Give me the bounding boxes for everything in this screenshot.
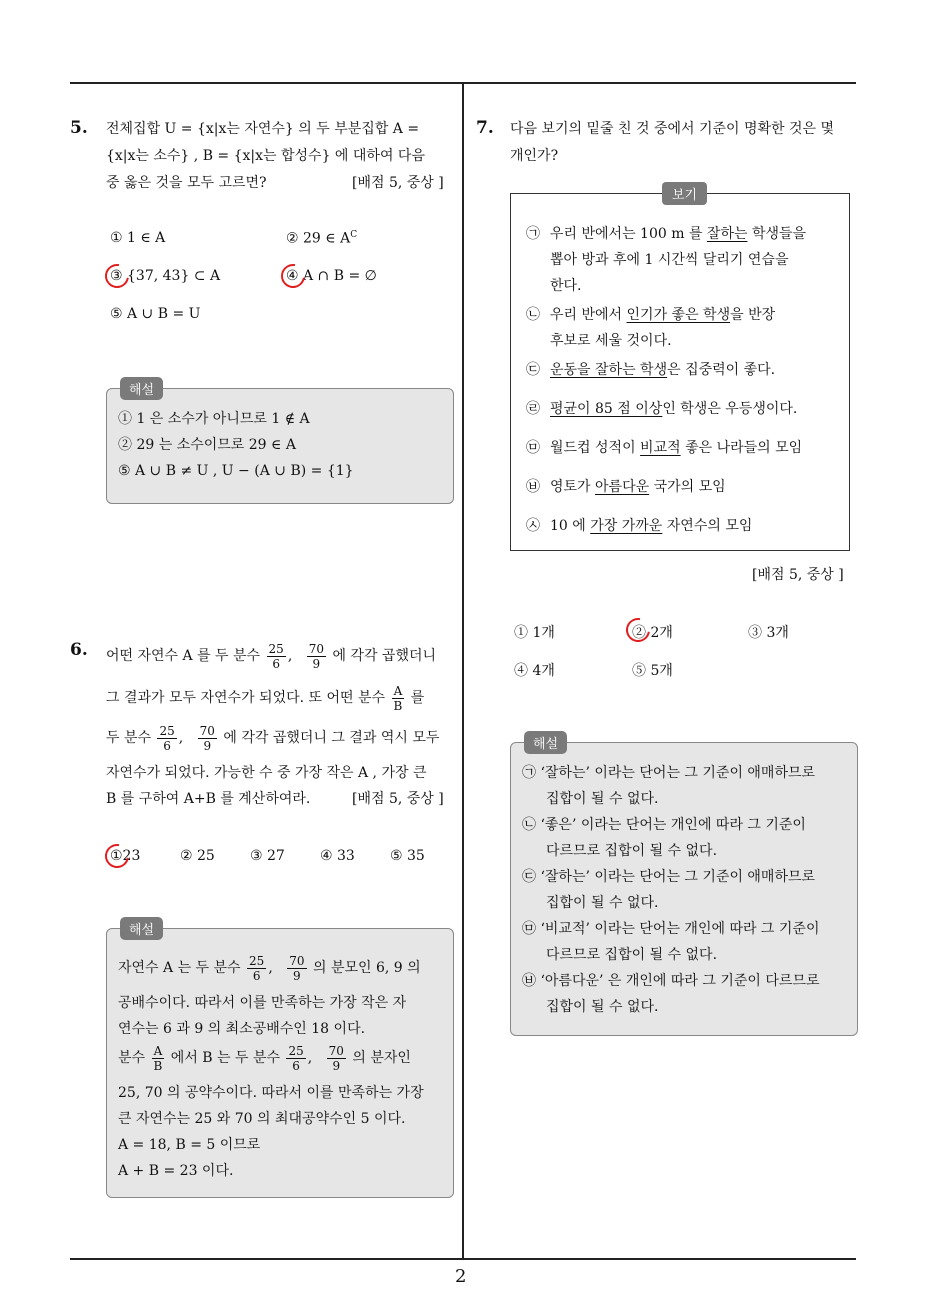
example-item-line [526, 361, 775, 379]
item-text: 좋은 나라들의 모임 [680, 440, 803, 456]
question-text: 개인가? [510, 148, 559, 164]
item-marker: ㉥ [526, 479, 540, 495]
example-tag: 보기 [662, 182, 707, 205]
answer-option[interactable]: ⑤ 35 [390, 848, 425, 864]
answer-option[interactable]: ③ {37, 43} ⊂ A [110, 268, 221, 284]
fraction: $\frac{70}{9}$ [199, 723, 215, 753]
example-item-line [526, 277, 582, 295]
item-marker: ㉠ [526, 226, 540, 242]
example-item-line [526, 306, 775, 324]
item-text: 학생들을 [747, 226, 807, 242]
column-divider [462, 83, 464, 1259]
item-marker: ㉤ [526, 440, 540, 456]
answer-option[interactable]: ④ 33 [320, 848, 355, 864]
underlined-phrase: 아름다운 [595, 479, 650, 495]
underlined-phrase: 평균이 85 점 이상 [550, 401, 663, 417]
answer-option[interactable]: ② 29 ∈ $A^C$ [286, 230, 358, 247]
solution-text: 다르므로 집합이 될 수 없다. [546, 843, 718, 859]
solution-text: 분수 $\frac{A}{B}$ 에서 B 는 두 분수 $\frac{25}{6}$ , $\frac{70}{9}$ 의 분자인 [118, 1043, 411, 1073]
answer-option[interactable]: ② 25 [180, 848, 215, 864]
item-text: 10 에 [550, 518, 591, 534]
solution-text: 큰 자연수는 25 와 70 의 최대공약수인 5 이다. [118, 1111, 406, 1127]
question-text: 전체집합 U = {x|x는 자연수} 의 두 부분집합 A = [106, 121, 420, 137]
solution-text: ㉢ ‘잘하는’ 이라는 단어는 그 기준이 애매하므로 [522, 869, 816, 885]
item-text: 을 반장 [730, 307, 776, 323]
question-number: 6. [70, 640, 88, 660]
item-marker: ㉣ [526, 401, 540, 417]
page-number: 2 [455, 1266, 467, 1287]
item-marker: ㉢ [526, 362, 540, 378]
fraction: $\frac{70}{9}$ [328, 1043, 344, 1073]
fraction: $\frac{70}{9}$ [308, 641, 324, 671]
selected-answer-mark [276, 259, 309, 292]
answer-option[interactable]: ③ 3개 [748, 625, 789, 641]
solution-text: ㉥ ‘아름다운’ 은 개인에 따라 그 기준이 다르므로 [522, 973, 820, 989]
underlined-phrase: 잘하는 [706, 226, 748, 242]
solution-text: ① 1 은 소수가 아니므로 1 ∉ A [118, 411, 310, 427]
fraction: $\frac{25}{6}$ [249, 953, 265, 983]
example-item-line [526, 332, 672, 350]
solution-tag: 해설 [120, 377, 163, 400]
item-text: 뽑아 방과 후에 1 시간씩 달리기 연습을 [550, 252, 789, 268]
item-text: 한다. [550, 278, 582, 294]
underlined-phrase: 인기가 좋은 학생 [626, 307, 731, 323]
example-item-line [526, 478, 726, 496]
solution-text: 자연수 A 는 두 분수 $\frac{25}{6}$ , $\frac{70}{9}$ 의 분모인 6, 9 의 [118, 953, 421, 983]
underlined-phrase: 비교적 [640, 440, 681, 456]
solution-tag: 해설 [524, 731, 567, 754]
solution-text: A = 18, B = 5 이므로 [118, 1137, 261, 1153]
item-text: 영토가 [550, 479, 596, 495]
answer-option[interactable]: ⑤ 5개 [632, 663, 673, 679]
answer-option[interactable]: ①23 [110, 848, 141, 864]
item-text: 후보로 세울 것이다. [550, 333, 672, 349]
question-text: 다음 보기의 밑줄 친 것 중에서 기준이 명확한 것은 몇 [510, 121, 835, 137]
fraction: $\frac{25}{6}$ [288, 1043, 304, 1073]
answer-option[interactable]: ① 1 ∈ A [110, 230, 166, 246]
question-text: 두 분수 $\frac{25}{6}$ , $\frac{70}{9}$ 에 각각 곱했더니 그 결과 역시 모두 [106, 723, 440, 753]
item-text: 인 학생은 우등생이다. [662, 401, 798, 417]
score-label: [배점 5, 중상 ] [352, 175, 444, 191]
fraction: $\frac{25}{6}$ [268, 641, 284, 671]
solution-box [510, 742, 858, 1036]
answer-option[interactable]: ① 1개 [514, 625, 555, 641]
solution-text: 25, 70 의 공약수이다. 따라서 이를 만족하는 가장 [118, 1085, 424, 1101]
answer-option[interactable]: ③ 27 [250, 848, 285, 864]
fraction: $\frac{25}{6}$ [159, 723, 175, 753]
solution-text: ⑤ A ∪ B ≠ U , U − (A ∪ B) = {1} [118, 463, 354, 479]
question-text: 중 옳은 것을 모두 고르면? [106, 175, 267, 191]
item-text: 월드컵 성적이 [550, 440, 641, 456]
answer-option[interactable]: ② 2개 [632, 625, 673, 641]
solution-text: ㉠ ‘잘하는’ 이라는 단어는 그 기준이 애매하므로 [522, 765, 816, 781]
solution-text: 집합이 될 수 없다. [546, 791, 659, 807]
solution-text: 집합이 될 수 없다. [546, 895, 659, 911]
bottom-rule [70, 1258, 856, 1260]
question-text: 그 결과가 모두 자연수가 되었다. 또 어떤 분수 $\frac{A}{B}$ 를 [106, 683, 425, 713]
underlined-phrase: 가장 가까운 [590, 518, 663, 534]
fraction: $\frac{A}{B}$ [153, 1043, 163, 1073]
solution-text: 연수는 6 과 9 의 최소공배수인 18 이다. [118, 1021, 366, 1037]
item-marker: ㉦ [526, 518, 540, 534]
item-text: 우리 반에서 [550, 307, 627, 323]
item-text: 자연수의 모임 [662, 518, 753, 534]
selected-answer-mark [100, 259, 133, 292]
score-label: [배점 5, 중상 ] [752, 567, 844, 583]
item-text: 은 집중력이 좋다. [667, 362, 776, 378]
solution-text: 집합이 될 수 없다. [546, 999, 659, 1015]
answer-option[interactable]: ④ 4개 [514, 663, 555, 679]
example-item-line [526, 517, 752, 535]
example-item-line [526, 439, 802, 457]
score-label: [배점 5, 중상 ] [352, 791, 444, 807]
solution-text: 다르므로 집합이 될 수 없다. [546, 947, 718, 963]
question-text: 자연수가 되었다. 가능한 수 중 가장 작은 A , 가장 큰 [106, 765, 427, 781]
example-item-line [526, 400, 797, 418]
example-item-line [526, 251, 788, 269]
solution-text: 공배수이다. 따라서 이를 만족하는 가장 작은 자 [118, 995, 407, 1011]
item-text: 국가의 모임 [649, 479, 726, 495]
question-text: {x|x는 소수} , B = {x|x는 합성수} 에 대하여 다음 [106, 148, 425, 164]
example-item-line [526, 225, 806, 243]
solution-text: ㉤ ‘비교적’ 이라는 단어는 개인에 따라 그 기준이 [522, 921, 820, 937]
solution-text: ② 29 는 소수이므로 29 ∈ A [118, 437, 296, 453]
answer-option[interactable]: ⑤ A ∪ B = U [110, 306, 201, 322]
fraction: $\frac{A}{B}$ [393, 683, 403, 713]
selected-answer-mark [100, 839, 133, 872]
underlined-phrase: 운동을 잘하는 학생 [550, 362, 668, 378]
solution-text: A + B = 23 이다. [118, 1163, 234, 1179]
solution-text: ㉡ ‘좋은’ 이라는 단어는 개인에 따라 그 기준이 [522, 817, 806, 833]
question-text: 어떤 자연수 A 를 두 분수 $\frac{25}{6}$ , $\frac{70}{9}$ 에 각각 곱했더니 [106, 641, 437, 671]
question-number: 7. [476, 118, 494, 138]
question-text: B 를 구하여 A+B 를 계산하여라. [106, 791, 311, 807]
item-text: 우리 반에서는 100 m 를 [550, 226, 707, 242]
question-number: 5. [70, 118, 88, 138]
answer-option[interactable]: ④ A ∩ B = ∅ [286, 268, 377, 284]
solution-tag: 해설 [120, 917, 163, 940]
item-marker: ㉡ [526, 307, 540, 323]
fraction: $\frac{70}{9}$ [289, 953, 305, 983]
